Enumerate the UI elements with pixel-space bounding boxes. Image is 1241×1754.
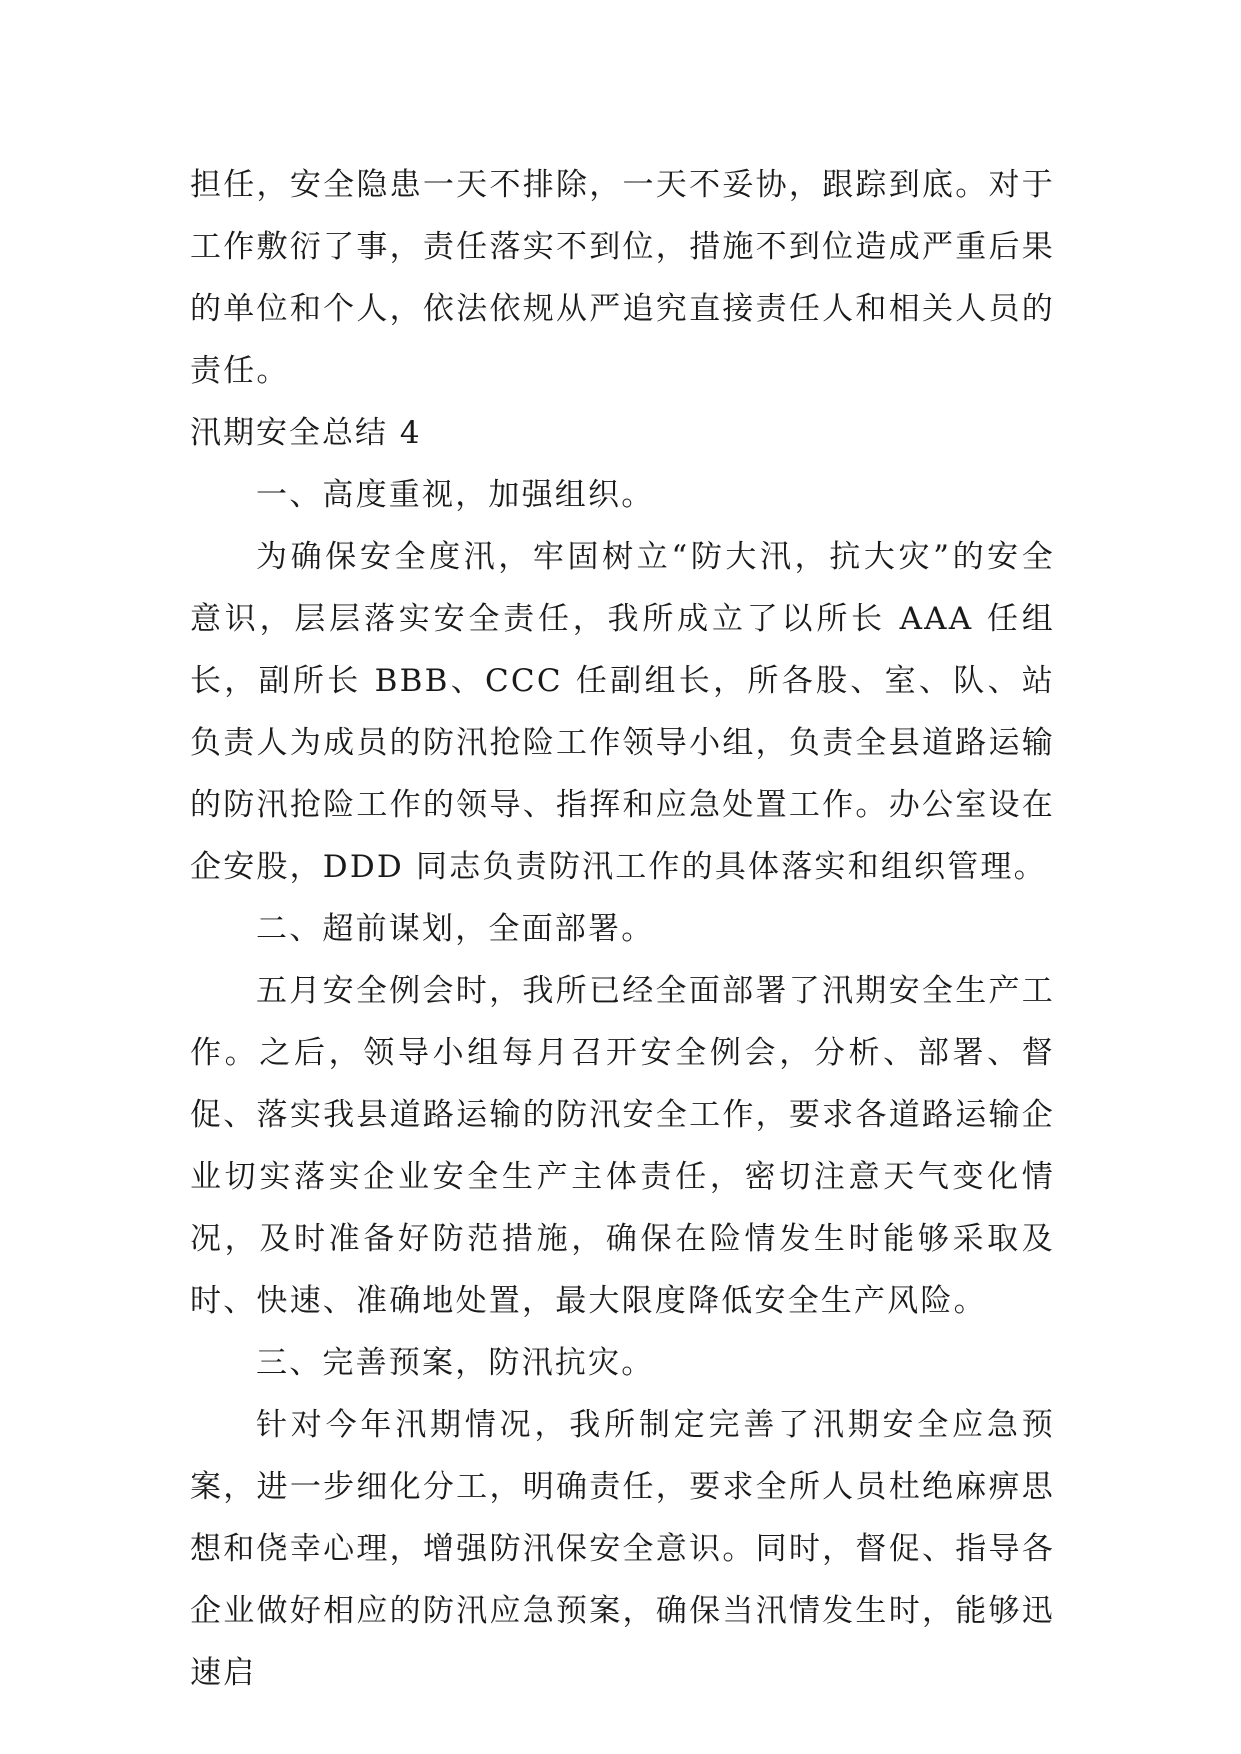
section-title: 汛期安全总结 4 [190, 415, 422, 451]
subsection-heading-2: 二、超前谋划，全面部署。 [256, 911, 655, 947]
document-body [190, 154, 1055, 1704]
subsection-body-1: 为确保安全度汛，牢固树立“防大汛，抗大灾”的安全意识，层层落实安全责任，我所成立了以所长 AAA 任组长，副所长 BBB、CCC 任副组长，所各股、室、队、站负责人为成员的防汛抢险工作领导小组，负责全县道路运输的防汛抢险工作的领导、指挥和应急处置工作。办公室设在企安股，DDD 同志负责防汛工作的具体落实和组织管理。 [190, 539, 1055, 885]
subsection-heading-1: 一、高度重视，加强组织。 [256, 477, 655, 513]
subsection-body-2: 五月安全例会时，我所已经全面部署了汛期安全生产工作。之后，领导小组每月召开安全例会，分析、部署、督促、落实我县道路运输的防汛安全工作，要求各道路运输企业切实落实企业安全生产主体责任，密切注意天气变化情况，及时准备好防范措施，确保在险情发生时能够采取及时、快速、准确地处置，最大限度降低安全生产风险。 [190, 973, 1055, 1319]
continuation-paragraph: 担任，安全隐患一天不排除，一天不妥协，跟踪到底。对于工作敷衍了事，责任落实不到位，措施不到位造成严重后果的单位和个人，依法依规从严追究直接责任人和相关人员的责任。 [190, 167, 1055, 389]
subsection-body-3: 针对今年汛期情况，我所制定完善了汛期安全应急预案，进一步细化分工，明确责任，要求全所人员杜绝麻痹思想和侥幸心理，增强防汛保安全意识。同时，督促、指导各企业做好相应的防汛应急预案，确保当汛情发生时，能够迅速启 [190, 1407, 1055, 1691]
subsection-heading-3: 三、完善预案，防汛抗灾。 [256, 1345, 655, 1381]
